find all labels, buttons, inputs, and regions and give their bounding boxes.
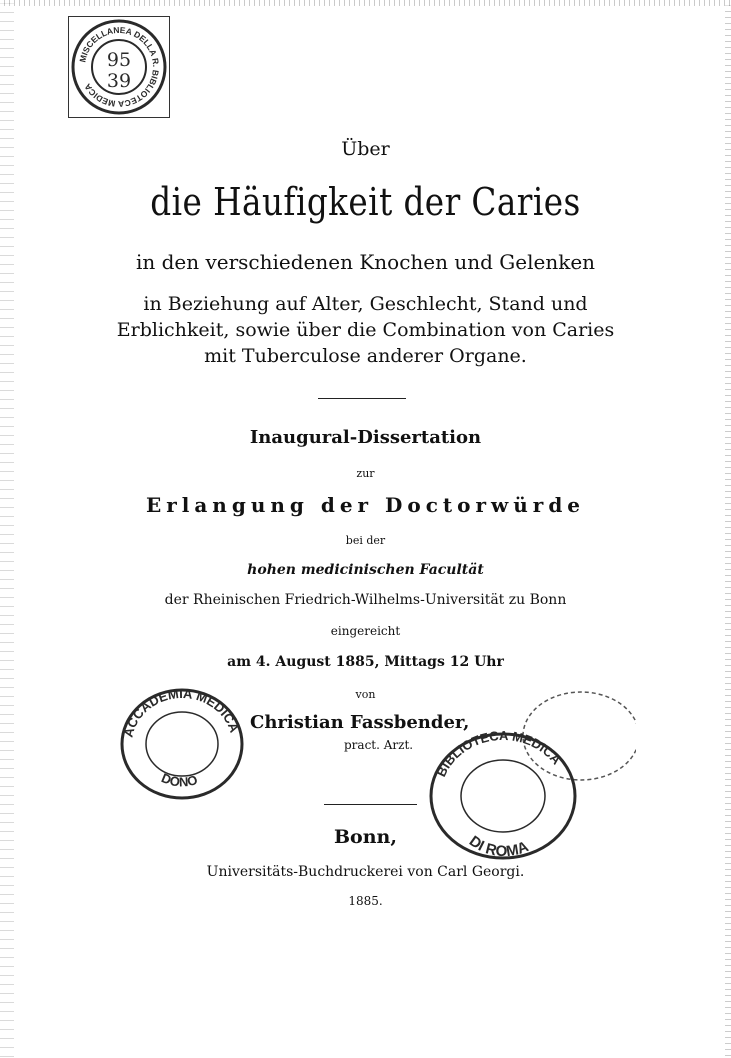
author-name: Christian Fassbender, [250, 712, 470, 733]
publication-year: 1885. [348, 894, 383, 908]
stamp-number-top: 95 [106, 49, 132, 71]
stamp-number-bottom: 39 [106, 70, 132, 92]
dissertation-heading: Inaugural-Dissertation [249, 427, 482, 448]
subtitle-line-1: in den verschiedenen Knochen und Gelenken [135, 250, 596, 274]
scan-noise-top [0, 0, 731, 6]
subtitle-line-4: mit Tuberculose anderer Organe. [204, 345, 527, 367]
divider-rule-top [318, 398, 406, 399]
word-von: von [355, 688, 376, 701]
subtitle-line-2: in Beziehung auf Alter, Geschlecht, Stand und [143, 293, 588, 315]
printer-line: Universitäts-Buchdruckerei von Carl Georgi. [206, 864, 525, 880]
title-preposition: Über [341, 138, 390, 160]
university-line: der Rheinischen Friedrich-Wilhelms-Universität zu Bonn [164, 592, 567, 608]
subtitle-line-3: Erblichkeit, sowie über die Combination von Caries [116, 319, 615, 341]
library-stamp-top-left [68, 16, 170, 118]
publication-city: Bonn, [334, 826, 397, 848]
divider-rule-bottom [324, 804, 417, 805]
library-stamp-ring-text: BIBLIOTECA MEDICA [433, 727, 565, 780]
academy-stamp-ring-text: ACCADEMIA MEDICA [120, 685, 243, 739]
stamp-seal-icon [69, 17, 169, 117]
library-stamp-bottom-text: DI ROMA [465, 832, 531, 861]
date-line: am 4. August 1885, Mittags 12 Uhr [227, 654, 504, 670]
author-degree: pract. Arzt. [344, 738, 414, 752]
purpose-line: Erlangung der Doctorwürde [145, 493, 586, 517]
word-bei-der: bei der [345, 534, 386, 547]
academy-seal-icon [112, 682, 252, 807]
stamp-ring-text: MISCELLANEA DELLA R. BIBLIOTECA MEDICA [77, 24, 162, 110]
main-title: die Häufigkeit der Caries [150, 180, 581, 224]
academy-stamp-left [112, 682, 252, 811]
word-eingereicht: eingereicht [330, 624, 401, 638]
academy-stamp-bottom-text: DONO [159, 770, 200, 790]
faculty-line: hohen medicinischen Facultät [247, 562, 484, 578]
word-zur: zur [356, 467, 375, 480]
